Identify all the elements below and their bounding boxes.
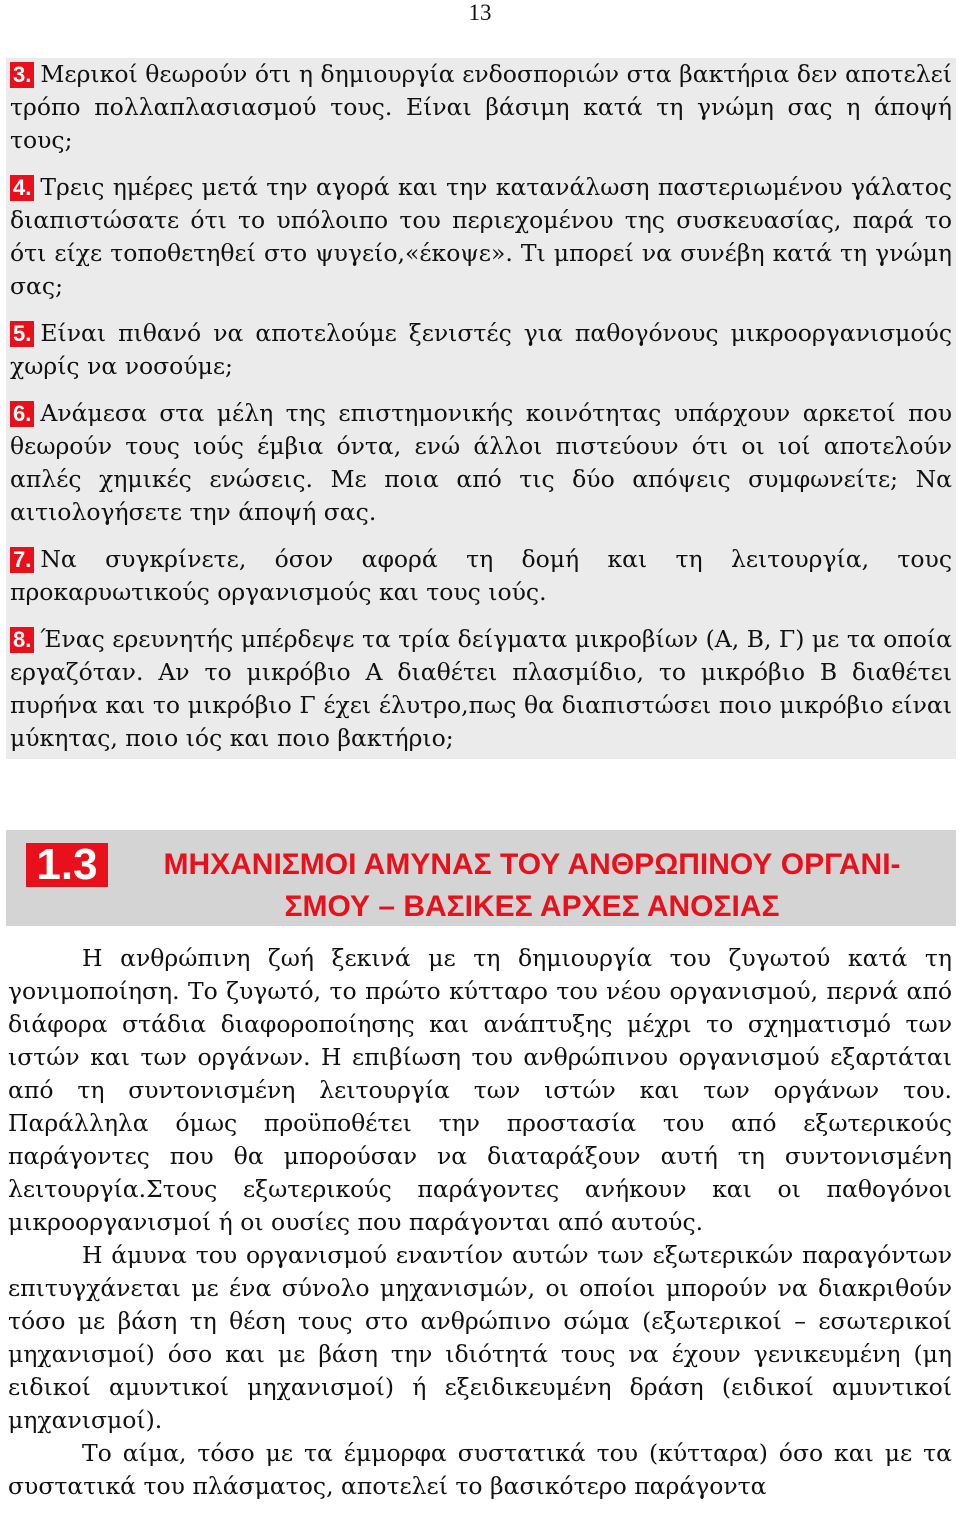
question-number: 4. — [10, 175, 34, 201]
question-number: 6. — [10, 401, 34, 427]
question-item — [10, 317, 952, 383]
section-title-line-2: ΣΜΟΥ – ΒΑΣΙΚΕΣ ΑΡΧΕΣ ΑΝΟΣΙΑΣ — [284, 890, 780, 923]
question-item — [10, 397, 952, 529]
question-text: Μερικοί θεωρούν ότι η δημιουργία ενδοσποριών στα βακτήρια δεν αποτελεί τρόπο πολλαπλασιασμού τους. Είναι βάσιμη κατά τη γνώμη σας η άποψή τους; — [10, 60, 952, 154]
section-body — [8, 942, 952, 1503]
question-number: 5. — [10, 321, 34, 347]
question-number: 7. — [10, 547, 34, 573]
section-title — [112, 844, 952, 928]
question-item — [10, 543, 952, 609]
question-number: 8. — [10, 627, 34, 653]
page-number: 13 — [468, 0, 492, 25]
paragraph: Το αίμα, τόσο με τα έμμορφα συστατικά του (κύτταρα) όσο και με τα συστατικά του πλάσματος, αποτελεί το βασικότερο παράγοντα — [8, 1439, 952, 1500]
question-text: Τρεις ημέρες μετά την αγορά και την κατανάλωση παστεριωμένου γάλατος διαπιστώσατε ότι το υπόλοιπο του περιεχομένου της συσκευασίας, παρά το ότι είχε τοποθετηθεί στο ψυγείο,«έκοψε». Τι μπορεί να συνέβη κατά τη γνώμη σας; — [10, 173, 952, 300]
paragraph: Η άμυνα του οργανισμού εναντίον αυτών των εξωτερικών παραγόντων επιτυγχάνεται με ένα σύνολο μηχανισμών, οι οποίοι μπορούν να διακριθούν τόσο με βάση τη θέση τους στο ανθρώπινο σώμα (εξωτερικοί – εσωτερικοί μηχανισμοί) όσο και με βάση την ιδιότητά τους να έχουν γενικευμένη (μη ειδικοί αμυντικοί μηχανισμοί) ή εξειδικευμένη δράση (ειδικοί αμυντικοί μηχανισμοί). — [8, 1241, 952, 1434]
question-item — [10, 171, 952, 303]
review-questions — [6, 58, 956, 759]
section-title-line-1: ΜΗΧΑΝΙΣΜΟΙ ΑΜΥΝΑΣ ΤΟΥ ΑΝΘΡΩΠΙΝΟΥ ΟΡΓΑΝΙ- — [163, 848, 901, 881]
section-number: 1.3 — [26, 843, 108, 887]
question-item — [10, 623, 952, 759]
question-number: 3. — [10, 62, 34, 88]
question-text: Είναι πιθανό να αποτελούμε ξενιστές για παθογόνους μικροοργανισμούς χωρίς να νοσούμε; — [10, 319, 952, 380]
question-text: Να συγκρίνετε, όσον αφορά τη δομή και τη λειτουργία, τους προκαρυωτικούς οργανισμούς και τους ιούς. — [10, 545, 952, 606]
question-text: Ανάμεσα στα μέλη της επιστημονικής κοινότητας υπάρχουν αρκετοί που θεωρούν τους ιούς έμβια όντα, ενώ άλλοι πιστεύουν ότι οι ιοί αποτελούν απλές χημικές ενώσεις. Με ποια από τις δύο απόψεις συμφωνείτε; Να αιτιολογήσετε την άποψή σας. — [10, 399, 952, 526]
question-item — [10, 58, 952, 157]
paragraph: Η ανθρώπινη ζωή ξεκινά με τη δημιουργία του ζυγωτού κατά τη γονιμοποίηση. Το ζυγωτό, το πρώτο κύτταρο του νέου οργανισμού, περνά από διάφορα στάδια διαφοροποίησης και ανάπτυξης μέχρι το σχηματισμό των ιστών και των οργάνων. Η επιβίωση του ανθρώπινου οργανισμού εξαρτάται από τη συντονισμένη λειτουργία των ιστών και των οργάνων του. Παράλληλα όμως προϋποθέτει την προστασία του από εξωτερικούς παράγοντες που θα μπορούσαν να διαταράξουν αυτή τη συντονισμένη λειτουργία.Στους εξωτερικούς παράγοντες ανήκουν και οι παθογόνοι μικροοργανισμοί ή οι ουσίες που παράγονται από αυτούς. — [8, 944, 952, 1236]
question-text: Ένας ερευνητής μπέρδεψε τα τρία δείγματα μικροβίων (Α, Β, Γ) με τα οποία εργαζόταν. Αν το μικρόβιο Α διαθέτει πλασμίδιο, το μικρόβιο Β διαθέτει πυρήνα και το μικρόβιο Γ έχει έλυτρο,πως θα διαπιστώσει ποιο μικρόβιο είναι μύκητας, ποιο ιός και ποιο βακτήριο; — [10, 625, 952, 752]
section-header — [6, 830, 956, 926]
